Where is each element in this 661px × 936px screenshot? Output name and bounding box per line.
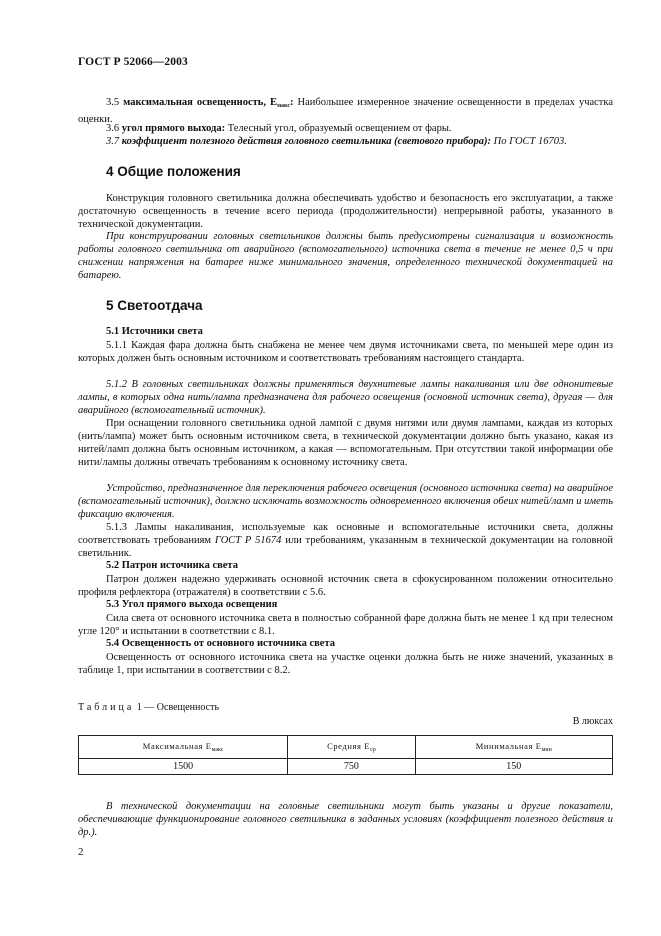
table-header-row — [79, 736, 613, 759]
section-4-paragraph-1: Конструкция головного светильника должна обеспечивать удобство и безопасность его эксплуатации, а также достаточную освещенность в течение всего периода (продолжительности) непрерывной работы, указанного в технической документации. — [78, 193, 613, 230]
footnote-paragraph: В технической документации на головные светильники могут быть указаны и другие показатели, обеспечивающие функционирование головного светильника в заданных условиях (коэффициент полезного действия и др.). — [78, 801, 613, 838]
paragraph-5-1-1: 5.1.1 Каждая фара должна быть снабжена не менее чем двумя источниками света, по меньшей мере один из которых должен быть основным источником и соответствовать требованиям настоящего стандарта. — [78, 340, 613, 364]
header-max: Максимальная $E_{макс}$ — [79, 736, 288, 759]
table-row — [79, 759, 613, 775]
illuminance-table — [78, 735, 613, 775]
paragraph-5-1-2-c: Устройство, предназначенное для переключения рабочего освещения (основного источника света) на аварийное (вспомогательный источник), должно исключать возможность одновременного включения обеих нитей/ламп и иметь фиксацию включения. — [78, 483, 613, 520]
def-term: максимальная освещенность, $E_{макс}$: — [123, 97, 294, 109]
paragraph-5-4: Освещенность от основного источника света на участке оценки должна быть не ниже значений, указанных в таблице 1, при испытании в соответствии с 8.2. — [78, 652, 613, 676]
subsection-5-2-title: 5.2 Патрон источника света — [106, 560, 238, 571]
paragraph-5-3: Сила света от основного источника света в полностью собранной фаре должна быть не менее 1 кд при телесном угле 120° и испытании в соответствии с 8.1. — [78, 613, 613, 637]
value-avg: 750 — [288, 759, 415, 775]
paragraph-5-1-3: 5.1.3 Лампы накаливания, используемые как основные и вспомогательные источники света, должны соответствовать требованиям ГОСТ Р 51674 или требованиям, указанным в технической документации на головной светильник. — [78, 522, 613, 559]
value-min: 150 — [415, 759, 612, 775]
def-text: По ГОСТ 16703. — [491, 136, 567, 147]
value-max: 1500 — [79, 759, 288, 775]
header-avg: Средняя $E_{ср}$ — [288, 736, 415, 759]
paragraph-5-2: Патрон должен надежно удерживать основной источник света в сфокусированном положении относительно профиля рефлектора (отражателя) в соответствии с 5.6. — [78, 574, 613, 598]
subsection-5-1-title: 5.1 Источники света — [106, 326, 203, 337]
section-5-heading: 5 Светоотдача — [106, 298, 203, 313]
table-caption: Таблица 1 — Освещенность — [78, 702, 220, 713]
section-4-heading: 4 Общие положения — [106, 164, 241, 179]
document-code: ГОСТ Р 52066—2003 — [78, 56, 188, 68]
def-number: 3.5 — [106, 97, 120, 108]
subsection-5-3-title: 5.3 Угол прямого выхода освещения — [106, 599, 278, 610]
def-term: угол прямого выхода: — [121, 123, 226, 134]
paragraph-5-1-2-b: При оснащении головного светильника одной лампой с двумя нитями или двумя лампами, каждая из которых (нить/лампа) может быть основным источником света, в технической документации должно быть указано, какая из нитей/ламп должна быть основным источником, а какая — вспомогательным. При отсутствии такой информации обе нити/лампы должны отвечать требованиям к основному источнику света. — [78, 418, 613, 468]
subsection-5-4-title: 5.4 Освещенность от основного источника света — [106, 638, 335, 649]
standard-reference: ГОСТ Р 51674 — [214, 535, 282, 546]
definition-3-6: 3.6 угол прямого выхода: Телесный угол, образуемый освещением от фары. — [106, 123, 452, 134]
definition-3-7: 3.7 коэффициент полезного действия головного светильника (светового прибора): По ГОСТ 16703. — [106, 136, 567, 147]
def-term: коэффициент полезного действия головного светильника (светового прибора): — [121, 136, 492, 147]
page-number: 2 — [78, 846, 84, 858]
section-4-paragraph-2: При конструировании головных светильников должны быть предусмотрены сигнализация и возможность работы головного светильника от аварийного (вспомогательного) источника света в течение не менее 0,5 ч при снижении напряжения на батарее ниже минимального значения, определенного технической документацией на батарею. — [78, 231, 613, 281]
def-text: Телесный угол, образуемый освещением от фары. — [225, 123, 452, 134]
header-min: Минимальная $E_{мин}$ — [415, 736, 612, 759]
table-unit: В люксах — [572, 716, 613, 727]
def-text: Наибольшее измеренное значение освещенности в пределах участка оценки. — [78, 97, 613, 125]
paragraph-5-1-2: 5.1.2 В головных светильниках должны применяться двухнитевые лампы накаливания или две однонитевые лампы, в которых одна нить/лампа предназначена для рабочего освещения (основной источник света), другая — для аварийного (вспомогательный источник). — [78, 379, 613, 416]
